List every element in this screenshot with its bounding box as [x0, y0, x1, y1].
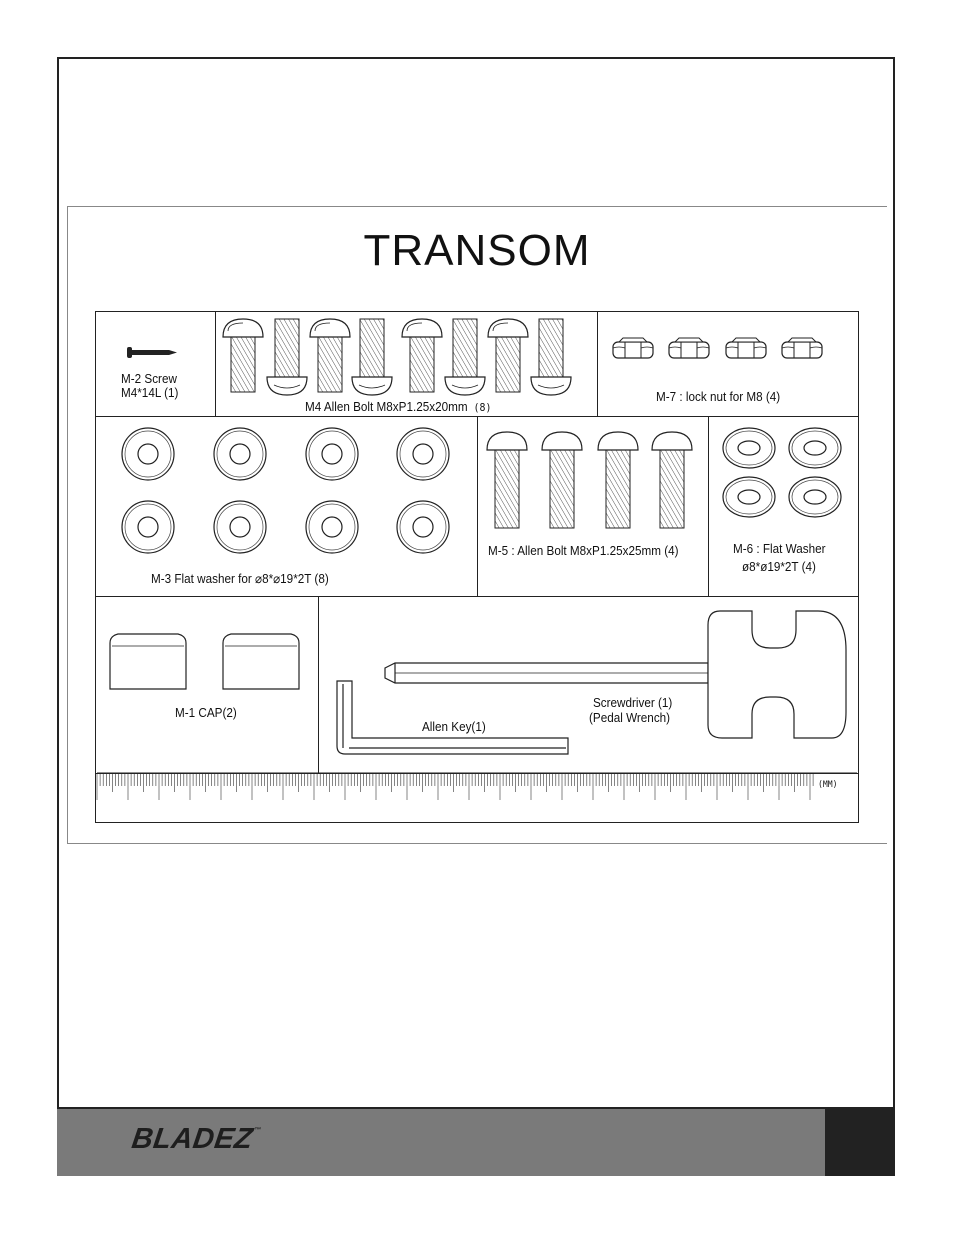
m5-label: M-5 : Allen Bolt M8xP1.25x25mm (4) — [488, 543, 679, 558]
m1-caps-drawing — [110, 634, 299, 689]
m6-washers-drawing — [723, 428, 841, 517]
page-number-block — [825, 1109, 895, 1176]
m1-label: M-1 CAP(2) — [175, 705, 237, 720]
allen-key-label: Allen Key(1) — [422, 719, 486, 734]
ruler — [97, 773, 857, 800]
m3-label: M-3 Flat washer for ⌀8*⌀19*2T (8) — [151, 571, 329, 586]
screwdriver-label-line1: Screwdriver (1) — [593, 695, 673, 710]
m4-qty: (8) — [473, 401, 492, 414]
m2-label-line1: M-2 Screw — [121, 371, 177, 386]
bladez-logo — [130, 1123, 263, 1156]
m3-washers-drawing — [122, 428, 449, 553]
ruler-unit: (MM) — [818, 780, 838, 790]
m6-label-line2: ø8*ø19*2T (4) — [742, 559, 816, 574]
brand-name: BLADEZ — [129, 1123, 255, 1155]
footer-bar — [57, 1107, 895, 1176]
m4-label-text: M4 Allen Bolt M8xP1.25x20mm — [305, 399, 468, 414]
m7-label: M-7 : lock nut for M8 (4) — [656, 389, 781, 404]
m2-screw-drawing — [127, 347, 177, 358]
m6-label-line1: M-6 : Flat Washer — [733, 541, 826, 556]
m7-nuts-drawing — [613, 338, 822, 358]
m5-bolts-drawing — [487, 432, 692, 528]
m2-label-line2: M4*14L (1) — [121, 385, 179, 400]
allen-key-drawing — [337, 681, 568, 754]
page-title-text: TRANSOM — [363, 226, 591, 275]
m4-label — [305, 399, 491, 414]
m4-bolts-drawing — [223, 319, 571, 395]
screwdriver-label-line2: (Pedal Wrench) — [589, 710, 671, 725]
brand-trademark: ™ — [253, 1127, 262, 1134]
